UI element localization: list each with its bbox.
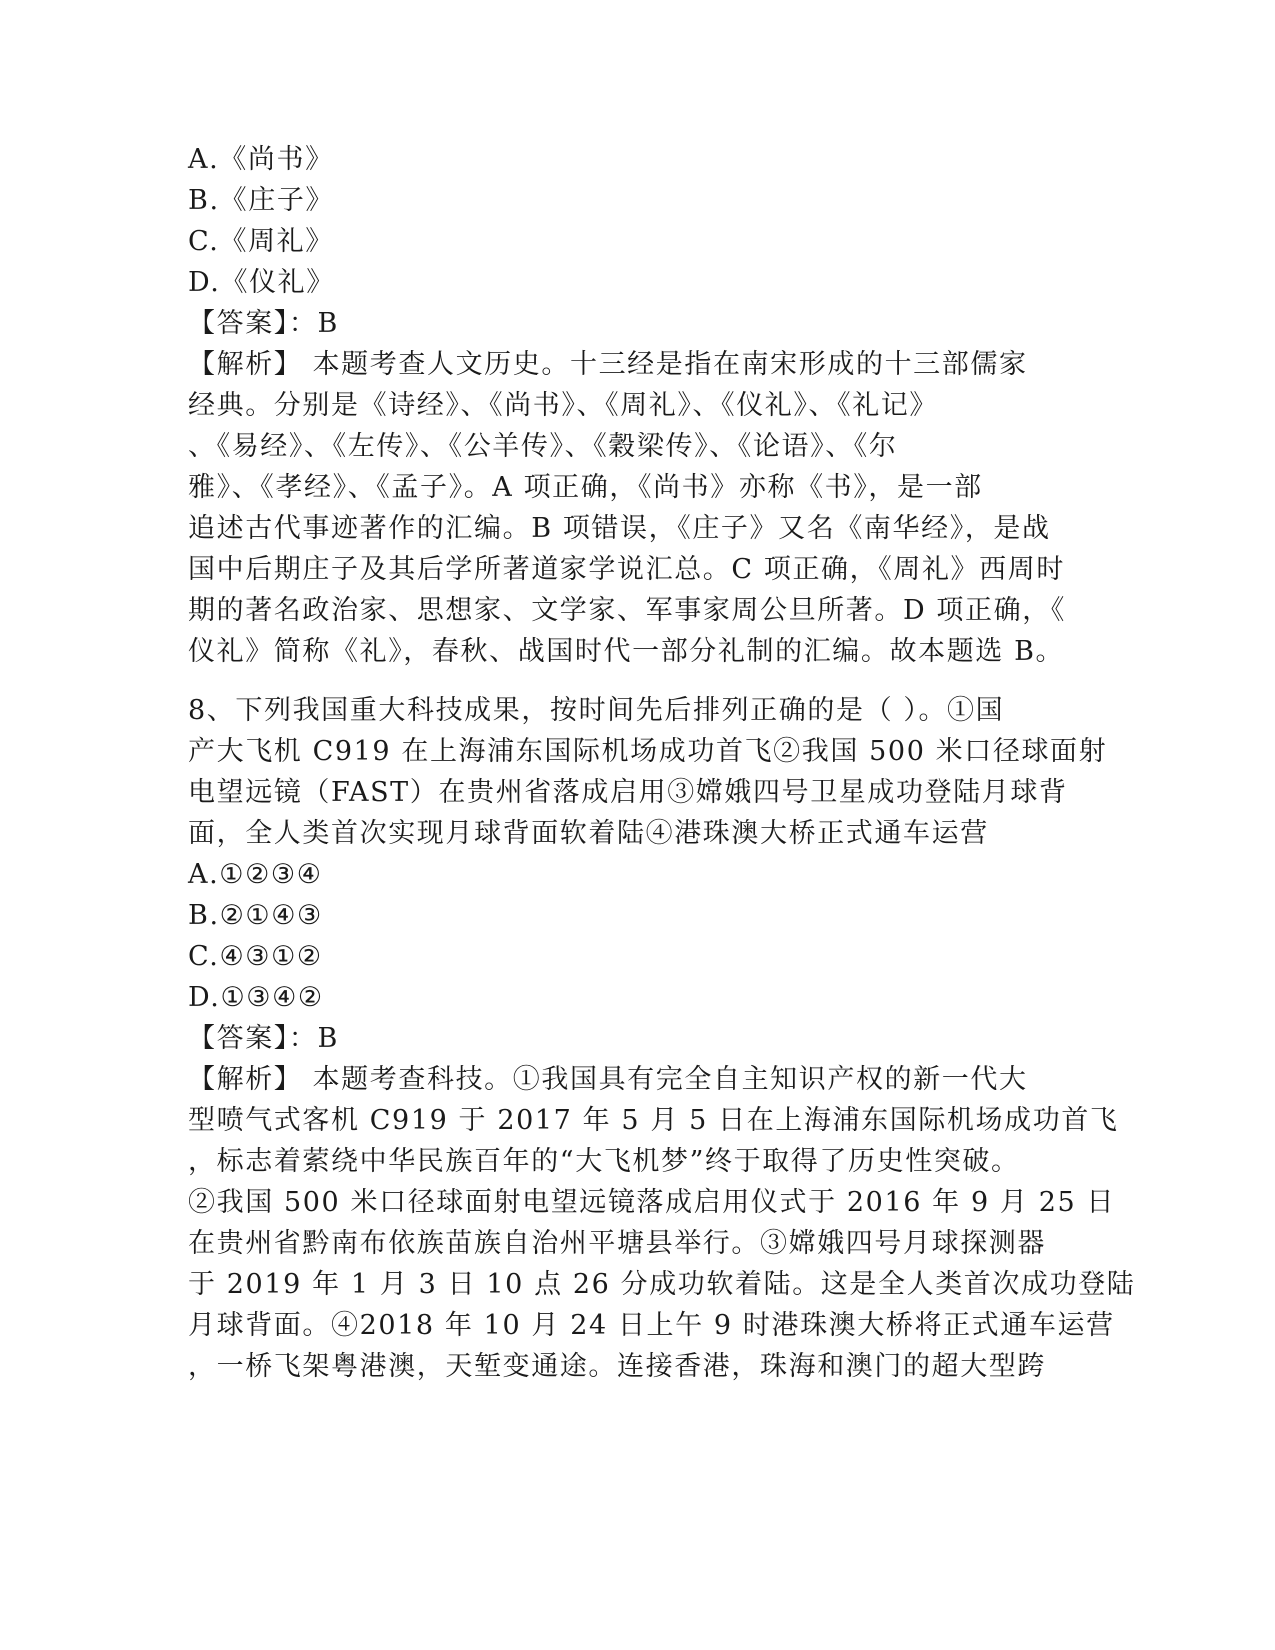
q8-analysis-line: ，一桥飞架粤港澳，天堑变通途。连接香港，珠海和澳门的超大型跨 <box>188 1351 1046 1382</box>
q8-question-line: 产大飞机 C919 在上海浦东国际机场成功首飞②我国 500 米口径球面射 <box>188 736 1108 767</box>
q7-option-a: A.《尚书》 <box>188 144 334 175</box>
q8-question-line: 8、下列我国重大科技成果，按时间先后排列正确的是（ ）。①国 <box>188 695 1005 726</box>
q8-option-d: D.①③④② <box>188 982 324 1013</box>
q7-answer: 【答案】：B <box>188 308 339 339</box>
q8-analysis-line: 在贵州省黔南布依族苗族自治州平塘县举行。③嫦娥四号月球探测器 <box>188 1228 1046 1259</box>
q7-analysis-line: 、《易经》、《左传》、《公羊传》、《穀梁传》、《论语》、《尔 <box>188 431 898 462</box>
q8-question-line: 面，全人类首次实现月球背面软着陆④港珠澳大桥正式通车运营 <box>188 818 989 849</box>
q7-analysis-line: 【解析】 本题考查人文历史。十三经是指在南宋形成的十三部儒家 <box>188 349 1028 380</box>
q7-option-c: C.《周礼》 <box>188 226 334 257</box>
q8-answer: 【答案】：B <box>188 1023 339 1054</box>
q7-option-b: B.《庄子》 <box>188 185 335 216</box>
q7-analysis-line: 经典。分别是《诗经》、《尚书》、《周礼》、《仪礼》、《礼记》 <box>188 390 938 421</box>
q8-analysis-line: ，标志着萦绕中华民族百年的“大飞机梦”终于取得了历史性突破。 <box>188 1146 1020 1177</box>
q8-analysis-line: 于 2019 年 1 月 3 日 10 点 26 分成功软着陆。这是全人类首次成功登陆 <box>188 1269 1136 1300</box>
q8-option-c: C.④③①② <box>188 941 323 972</box>
q7-analysis-line: 国中后期庄子及其后学所著道家学说汇总。C 项正确，《周礼》西周时 <box>188 554 1065 585</box>
q7-option-d: D.《仪礼》 <box>188 267 335 298</box>
q8-analysis-line: 【解析】 本题考查科技。①我国具有完全自主知识产权的新一代大 <box>188 1064 1028 1095</box>
q7-analysis-line: 期的著名政治家、思想家、文学家、军事家周公旦所著。D 项正确，《 <box>188 595 1066 626</box>
q8-analysis-line: 型喷气式客机 C919 于 2017 年 5 月 5 日在上海浦东国际机场成功首飞 <box>188 1105 1119 1136</box>
q7-analysis-line: 雅》、《孝经》、《孟子》。A 项正确，《尚书》亦称《书》，是一部 <box>188 472 983 503</box>
q8-analysis-line: ②我国 500 米口径球面射电望远镜落成启用仪式于 2016 年 9 月 25 日 <box>188 1187 1116 1218</box>
q8-analysis-line: 月球背面。④2018 年 10 月 24 日上午 9 时港珠澳大桥将正式通车运营 <box>188 1310 1115 1341</box>
q7-analysis-line: 追述古代事迹著作的汇编。B 项错误，《庄子》又名《南华经》，是战 <box>188 513 1051 544</box>
q7-analysis-line: 仪礼》简称《礼》，春秋、战国时代一部分礼制的汇编。故本题选 B。 <box>188 636 1065 667</box>
q8-option-a: A.①②③④ <box>188 859 323 890</box>
q8-option-b: B.②①④③ <box>188 900 323 931</box>
q8-question-line: 电望远镜（FAST）在贵州省落成启用③嫦娥四号卫星成功登陆月球背 <box>188 777 1068 808</box>
